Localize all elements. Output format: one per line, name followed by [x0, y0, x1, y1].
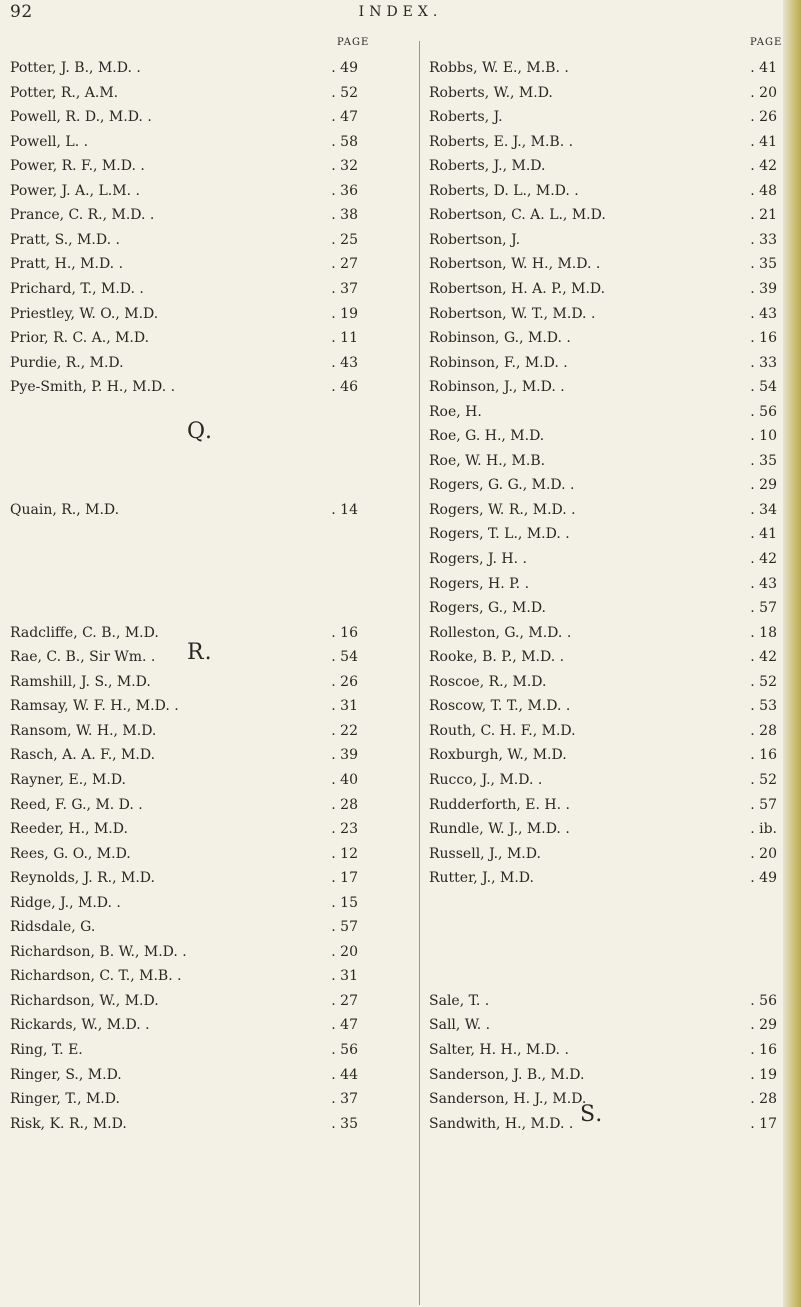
entry-name: Roberts, J., M.D.	[429, 158, 546, 175]
index-entry	[429, 81, 791, 106]
index-entry	[10, 768, 410, 793]
index-entry	[429, 105, 791, 130]
entry-name: Ransom, W. H., M.D.	[10, 722, 157, 739]
index-entry	[10, 277, 410, 302]
index-entry	[429, 1063, 791, 1088]
entry-name: Robinson, G., M.D. .	[429, 330, 571, 347]
page-title: INDEX.	[358, 4, 443, 20]
entry-name: Pratt, S., M.D. .	[10, 231, 120, 248]
index-entry	[429, 866, 791, 891]
index-entry	[429, 645, 791, 670]
entry-name: Rogers, H. P. .	[429, 575, 530, 592]
entry-name: Roscow, T. T., M.D. .	[429, 698, 571, 715]
entry-page: . 43	[750, 575, 777, 592]
index-entry	[429, 179, 791, 204]
entry-page: . 20	[331, 943, 358, 960]
index-entry	[429, 670, 791, 695]
entry-name: Rucco, J., M.D. .	[429, 771, 543, 788]
index-entry	[10, 203, 410, 228]
entry-name: Quain, R., M.D.	[10, 501, 120, 518]
entry-name: Salter, H. H., M.D. .	[429, 1042, 569, 1058]
entry-page: . 47	[331, 1017, 358, 1034]
entry-name: Rolleston, G., M.D. .	[429, 624, 572, 641]
entry-name: Priestley, W. O., M.D.	[10, 305, 159, 322]
entry-name: Pye-Smith, P. H., M.D. .	[10, 379, 176, 396]
index-entry	[429, 694, 791, 719]
index-entry	[10, 1063, 410, 1088]
index-entry	[10, 252, 410, 277]
index-entry	[429, 400, 791, 425]
entry-page: . 39	[750, 280, 777, 297]
index-entry	[10, 154, 410, 179]
entry-page: . 18	[750, 624, 777, 641]
index-entry	[10, 989, 410, 1014]
entry-page: . 57	[750, 796, 777, 813]
entry-name: Rooke, B. P., M.D. .	[429, 649, 565, 666]
entry-name: Rogers, G., M.D.	[429, 600, 546, 617]
index-entry	[429, 547, 791, 572]
entry-page: . 34	[750, 501, 777, 518]
index-entry	[429, 596, 791, 621]
entry-page: . 56	[331, 1042, 358, 1058]
index-entry	[10, 842, 410, 867]
index-entry	[10, 105, 410, 130]
index-entry	[429, 743, 791, 768]
entry-name: Power, R. F., M.D. .	[10, 158, 145, 175]
entry-name: Sanderson, H. J., M.D.	[429, 1091, 587, 1108]
entry-page: . 38	[331, 207, 358, 224]
entry-name: Ridsdale, G.	[10, 919, 96, 936]
index-entry	[10, 891, 410, 916]
entry-page: . 27	[331, 256, 358, 273]
left-page-label: PAGE	[337, 37, 370, 48]
index-entry	[429, 522, 791, 547]
entry-name: Robertson, J.	[429, 231, 521, 248]
entry-page: . ib.	[750, 821, 777, 838]
index-entry	[10, 130, 410, 155]
index-entry	[429, 203, 791, 228]
index-entry	[429, 572, 791, 597]
entry-name: Robinson, J., M.D. .	[429, 379, 565, 396]
index-entry	[10, 866, 410, 891]
index-entry	[10, 645, 410, 670]
entry-name: Rickards, W., M.D. .	[10, 1017, 150, 1034]
index-entry	[429, 793, 791, 818]
entry-page: . 28	[331, 796, 358, 813]
entry-page: . 35	[750, 256, 777, 273]
entry-name: Rees, G. O., M.D.	[10, 845, 131, 862]
entry-name: Roxburgh, W., M.D.	[429, 747, 567, 764]
entry-name: Roe, W. H., M.B.	[429, 452, 546, 469]
entry-name: Russell, J., M.D.	[429, 845, 541, 862]
entry-page: . 36	[331, 182, 358, 199]
index-entry	[429, 498, 791, 523]
index-entry	[429, 130, 791, 155]
entry-name: Risk, K. R., M.D.	[10, 1115, 127, 1132]
index-entry	[10, 1112, 410, 1137]
entry-name: Roberts, D. L., M.D. .	[429, 182, 579, 199]
entry-name: Powell, R. D., M.D. .	[10, 109, 152, 126]
index-entry	[429, 989, 791, 1014]
entry-page: . 31	[331, 968, 358, 985]
entry-name: Rogers, G. G., M.D. .	[429, 477, 575, 494]
entry-name: Rogers, W. R., M.D. .	[429, 501, 576, 518]
entry-name: Rundle, W. J., M.D. .	[429, 821, 570, 838]
entry-page: . 41	[750, 526, 777, 543]
entry-page: . 57	[750, 600, 777, 617]
entry-page: . 41	[750, 133, 777, 150]
entry-page: . 43	[331, 354, 358, 371]
entry-page: . 42	[750, 158, 777, 175]
entry-name: Roscoe, R., M.D.	[429, 673, 547, 690]
index-entry	[429, 424, 791, 449]
entry-name: Reed, F. G., M. D. .	[10, 796, 143, 813]
index-entry	[429, 1013, 791, 1038]
entry-page: . 58	[331, 133, 358, 150]
entry-page: . 11	[331, 330, 358, 347]
index-entry	[10, 498, 410, 523]
index-entry	[10, 915, 410, 940]
index-entry	[10, 1038, 410, 1063]
entry-page: . 26	[331, 673, 358, 690]
index-entry	[429, 56, 791, 81]
entry-name: Rogers, T. L., M.D. .	[429, 526, 570, 543]
entry-page: . 56	[750, 403, 777, 420]
entry-name: Richardson, B. W., M.D. .	[10, 943, 187, 960]
entry-page: . 19	[750, 1066, 777, 1083]
entry-name: Rae, C. B., Sir Wm. .	[10, 649, 156, 666]
entry-name: Power, J. A., L.M. .	[10, 182, 140, 199]
entry-name: Robertson, H. A. P., M.D.	[429, 280, 606, 297]
entry-page: . 29	[750, 477, 777, 494]
index-entry	[10, 817, 410, 842]
entry-name: Ramshill, J. S., M.D.	[10, 673, 151, 690]
entry-name: Robertson, C. A. L., M.D.	[429, 207, 606, 224]
entry-page: . 52	[750, 771, 777, 788]
entry-page: . 54	[750, 379, 777, 396]
section-heading-q: Q.	[187, 419, 213, 444]
entry-page: . 53	[750, 698, 777, 715]
entry-name: Robertson, W. T., M.D. .	[429, 305, 596, 322]
entry-page: . 21	[750, 207, 777, 224]
index-entry	[429, 1112, 791, 1137]
entry-name: Radcliffe, C. B., M.D.	[10, 624, 159, 641]
entry-page: . 12	[331, 845, 358, 862]
index-entry	[10, 621, 410, 646]
index-entry	[10, 375, 410, 400]
page-number: 92	[10, 2, 33, 22]
entry-name: Robbs, W. E., M.B. .	[429, 60, 569, 76]
column-divider	[419, 41, 420, 1305]
entry-page: . 16	[331, 624, 358, 641]
index-entry	[429, 719, 791, 744]
index-entry	[429, 302, 791, 327]
index-entry	[10, 670, 410, 695]
entry-name: Ringer, T., M.D.	[10, 1091, 120, 1108]
entry-name: Sale, T. .	[429, 992, 490, 1009]
index-entry	[10, 179, 410, 204]
entry-page: . 52	[750, 673, 777, 690]
entry-page: . 27	[331, 992, 358, 1009]
index-entry	[429, 252, 791, 277]
index-entry	[429, 154, 791, 179]
index-entry	[10, 1087, 410, 1112]
entry-name: Ridge, J., M.D. .	[10, 894, 121, 911]
entry-name: Roberts, W., M.D.	[429, 84, 553, 101]
entry-name: Sandwith, H., M.D. .	[429, 1115, 574, 1132]
entry-page: . 19	[331, 305, 358, 322]
index-entry	[10, 1013, 410, 1038]
entry-name: Roe, G. H., M.D.	[429, 428, 545, 445]
entry-page: . 40	[331, 771, 358, 788]
index-entry	[429, 768, 791, 793]
entry-name: Potter, R., A.M.	[10, 84, 119, 101]
entry-name: Rayner, E., M.D.	[10, 771, 127, 788]
entry-page: . 28	[750, 1091, 777, 1108]
entry-page: . 44	[331, 1066, 358, 1083]
entry-page: . 39	[331, 747, 358, 764]
entry-name: Robinson, F., M.D. .	[429, 354, 568, 371]
entry-name: Richardson, W., M.D.	[10, 992, 159, 1009]
entry-name: Pratt, H., M.D. .	[10, 256, 124, 273]
entry-page: . 52	[331, 84, 358, 101]
entry-page: . 47	[331, 109, 358, 126]
entry-name: Routh, C. H. F., M.D.	[429, 722, 576, 739]
index-entry	[10, 743, 410, 768]
entry-name: Sall, W. .	[429, 1017, 491, 1034]
entry-page: . 35	[750, 452, 777, 469]
entry-name: Purdie, R., M.D.	[10, 354, 124, 371]
index-entry	[429, 473, 791, 498]
entry-page: . 57	[331, 919, 358, 936]
entry-name: Prichard, T., M.D. .	[10, 280, 144, 297]
entry-name: Roberts, J.	[429, 109, 503, 126]
index-entry	[429, 277, 791, 302]
index-entry	[429, 375, 791, 400]
entry-name: Prance, C. R., M.D. .	[10, 207, 155, 224]
entry-name: Ring, T. E.	[10, 1042, 83, 1058]
section-heading-s: S.	[580, 1102, 604, 1127]
index-entry	[10, 793, 410, 818]
index-entry	[429, 842, 791, 867]
entry-page: . 17	[331, 870, 358, 887]
entry-page: . 43	[750, 305, 777, 322]
entry-name: Roberts, E. J., M.B. .	[429, 133, 574, 150]
entry-name: Rutter, J., M.D.	[429, 870, 534, 887]
index-entry	[429, 351, 791, 376]
entry-page: . 48	[750, 182, 777, 199]
entry-page: . 20	[750, 845, 777, 862]
entry-page: . 32	[331, 158, 358, 175]
index-entry	[429, 326, 791, 351]
index-entry	[429, 817, 791, 842]
entry-name: Reynolds, J. R., M.D.	[10, 870, 155, 887]
entry-name: Powell, L. .	[10, 133, 89, 150]
entry-page: . 20	[750, 84, 777, 101]
entry-name: Sanderson, J. B., M.D.	[429, 1066, 585, 1083]
entry-page: . 31	[331, 698, 358, 715]
entry-name: Rasch, A. A. F., M.D.	[10, 747, 156, 764]
index-entry	[10, 964, 410, 989]
index-entry	[10, 326, 410, 351]
section-heading-r: R.	[187, 640, 213, 665]
entry-name: Ramsay, W. F. H., M.D. .	[10, 698, 179, 715]
entry-page: . 33	[750, 354, 777, 371]
index-entry	[10, 940, 410, 965]
entry-page: . 49	[750, 870, 777, 887]
entry-name: Reeder, H., M.D.	[10, 821, 128, 838]
index-entry	[429, 621, 791, 646]
entry-name: Prior, R. C. A., M.D.	[10, 330, 150, 347]
entry-name: Robertson, W. H., M.D. .	[429, 256, 601, 273]
index-entry	[429, 228, 791, 253]
entry-page: . 16	[750, 1042, 777, 1058]
entry-page: . 23	[331, 821, 358, 838]
entry-page: . 28	[750, 722, 777, 739]
index-entry	[10, 719, 410, 744]
entry-page: . 22	[331, 722, 358, 739]
entry-page: . 49	[331, 60, 358, 76]
index-entry	[429, 1087, 791, 1112]
entry-page: . 42	[750, 649, 777, 666]
entry-page: . 17	[750, 1115, 777, 1132]
entry-page: . 15	[331, 894, 358, 911]
index-entry	[10, 694, 410, 719]
index-entry	[10, 351, 410, 376]
index-entry	[10, 302, 410, 327]
entry-page: . 37	[331, 280, 358, 297]
entry-name: Ringer, S., M.D.	[10, 1066, 122, 1083]
entry-name: Roe, H.	[429, 403, 482, 420]
entry-page: . 42	[750, 551, 777, 567]
index-entry	[10, 228, 410, 253]
entry-page: . 33	[750, 231, 777, 248]
entry-page: . 26	[750, 109, 777, 126]
entry-page: . 54	[331, 649, 358, 666]
entry-page: . 25	[331, 231, 358, 248]
entry-page: . 35	[331, 1115, 358, 1132]
entry-page: . 16	[750, 330, 777, 347]
right-page-label: PAGE	[750, 37, 783, 48]
entry-page: . 29	[750, 1017, 777, 1034]
entry-page: . 14	[331, 501, 358, 518]
entry-name: Rogers, J. H. .	[429, 551, 527, 567]
entry-name: Richardson, C. T., M.B. .	[10, 968, 182, 985]
index-entry	[429, 1038, 791, 1063]
entry-name: Rudderforth, E. H. .	[429, 796, 570, 813]
entry-page: . 37	[331, 1091, 358, 1108]
index-entry	[429, 449, 791, 474]
index-entry	[10, 81, 410, 106]
index-entry	[10, 56, 410, 81]
entry-name: Potter, J. B., M.D. .	[10, 60, 141, 76]
entry-page: . 56	[750, 992, 777, 1009]
entry-page: . 41	[750, 60, 777, 76]
entry-page: . 46	[331, 379, 358, 396]
entry-page: . 10	[750, 428, 777, 445]
entry-page: . 16	[750, 747, 777, 764]
